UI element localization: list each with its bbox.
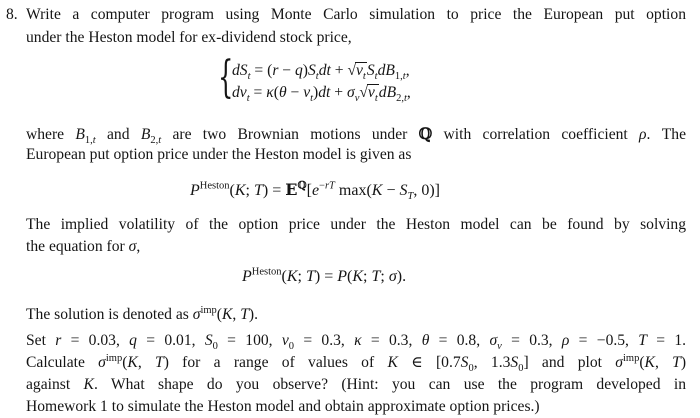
system-brace: { xyxy=(218,52,234,103)
implied-line-2: the equation for σ, xyxy=(26,238,141,255)
parameters-line: Set r = 0.03, q = 0.01, $S_0 = 100$, $v_0 = 0.3$, κ = 0.3, θ = 0.8, $\sigma_v = 0.3$, ρ = −0.5, T = 1. xyxy=(26,332,687,353)
where-line-2: European put option price under the Heston model is given as xyxy=(26,146,412,163)
problem-number: 8. xyxy=(6,6,18,23)
heston-price-equation: $P^{Heston}(K$; $T) = E^ℚ[e^{-rT}$ $\max(K - S_T$, 0)] xyxy=(190,179,440,203)
task-line-2: against K. What shape do you observe? (Hint: you can use the program developed in xyxy=(26,376,686,393)
implied-line-1: The implied volatility of the option price under the Heston model can be found by solving xyxy=(26,216,686,233)
sde-variance-equation: $dv_t = \kappa(\theta - v_t)dt + \sigma_v√v_tdB_{2,t}$, xyxy=(232,84,411,105)
task-line-1: Calculate $\sigma^{imp}(K$, T) for a range of values of K ∈ [$0.7S_0$, $1.3S_0$] and plot $\sigma^{imp}(K$, T) xyxy=(26,352,687,375)
implied-vol-equation: $P^{Heston}(K$; T) = P(K; T; σ). xyxy=(242,266,407,285)
sde-stock-equation: $dS_t = (r - q)S_tdt + √v_tS_tdB_{1,t}$, xyxy=(232,62,410,83)
solution-line: The solution is denoted as $\sigma^{imp}(K$, T). xyxy=(26,304,258,323)
intro-line-1: Write a computer program using Monte Carlo simulation to price the European put option xyxy=(26,6,686,23)
where-line-1: where $B_{1,t}$ and $B_{2,t}$ are two Brownian motions under ℚ with correlation coefficient ρ. The xyxy=(26,124,686,147)
intro-line-2: under the Heston model for ex-dividend stock price, xyxy=(26,29,352,46)
task-line-3: Homework 1 to simulate the Heston model and obtain approximate option prices.) xyxy=(26,398,540,415)
